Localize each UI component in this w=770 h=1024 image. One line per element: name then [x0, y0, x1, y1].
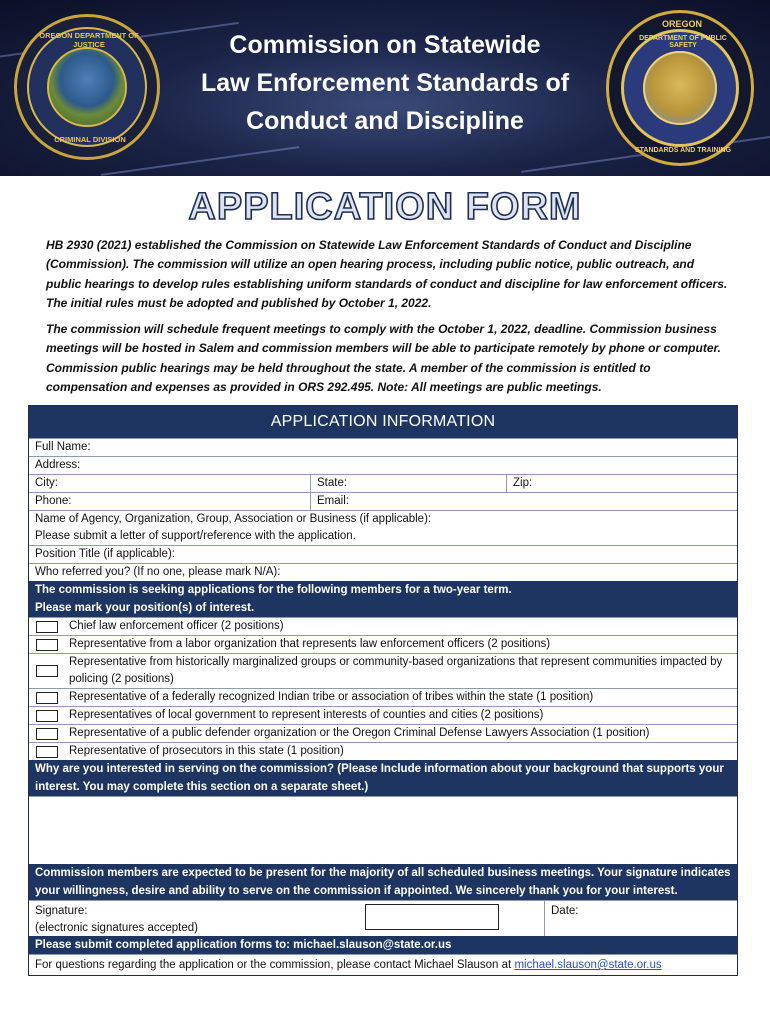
phone-email-row [29, 492, 737, 510]
dpsst-seal-logo [606, 10, 754, 166]
full-name-field[interactable]: Full Name: [29, 438, 737, 456]
position-checkbox[interactable] [36, 746, 58, 758]
position-checkbox[interactable] [36, 728, 58, 740]
position-option [29, 653, 737, 688]
seal-text: CRIMINAL DIVISION [54, 135, 126, 144]
city-state-zip-row [29, 474, 737, 492]
section-header: APPLICATION INFORMATION [29, 406, 737, 438]
decorative-streak [101, 146, 299, 176]
city-field[interactable]: City: [29, 475, 311, 492]
position-checkbox[interactable] [36, 665, 58, 677]
positions-header-line: Please mark your position(s) of interest. [35, 602, 255, 614]
doj-seal-logo [14, 14, 160, 160]
email-field[interactable]: Email: [317, 495, 349, 507]
zip-field[interactable]: Zip: [513, 477, 533, 489]
intro-paragraph: The commission will schedule frequent meetings to comply with the October 1, 2022, deadline. Commission business meetings will be hosted in Salem and commission members will be able to participate remotely by phone or computer. Commission public hearings may be held throughout the state. A member of the commission is entitled to compensation and expenses as provided in ORS 292.495. Note: All meetings are public meetings. [46, 322, 721, 395]
header-banner [0, 0, 770, 176]
banner-title [180, 26, 590, 140]
contact-email-link[interactable]: michael.slauson@state.or.us [514, 959, 662, 971]
position-checkbox[interactable] [36, 639, 58, 651]
date-field[interactable]: Date: [551, 905, 579, 917]
banner-title-line: Conduct and Discipline [246, 107, 524, 135]
position-option-label: Representative from historically marginalized groups or community-based organizations that represent communities impacted by policing (2 positions) [69, 656, 723, 685]
seal-text: DEPARTMENT OF PUBLIC SAFETY [639, 35, 727, 49]
position-option-label: Representatives of local government to represent interests of counties and cities (2 positions) [69, 709, 544, 721]
position-checkbox[interactable] [36, 710, 58, 722]
seal-text: OREGON [661, 19, 702, 29]
position-checkbox[interactable] [36, 621, 58, 633]
seal-text: OREGON DEPARTMENT OF JUSTICE [39, 31, 139, 49]
position-option-label: Representative of a federally recognized Indian tribe or association of tribes within the state (1 position) [69, 691, 594, 703]
positions-header-line: The commission is seeking applications for the following members for a two-year term. [35, 584, 512, 596]
agency-field[interactable] [29, 510, 737, 545]
signature-note: (electronic signatures accepted) [35, 922, 198, 934]
position-option [29, 706, 737, 724]
signature-label: Signature: [35, 905, 88, 917]
position-checkbox[interactable] [36, 692, 58, 704]
positions-header [29, 581, 737, 617]
signature-cell [29, 901, 545, 936]
position-title-field[interactable]: Position Title (if applicable): [29, 545, 737, 563]
interest-textarea[interactable] [29, 796, 737, 864]
contact-line [29, 954, 737, 975]
position-option [29, 635, 737, 653]
agency-label: Name of Agency, Organization, Group, Association or Business (if applicable): [35, 513, 432, 525]
position-option [29, 688, 737, 706]
phone-field[interactable]: Phone: [29, 493, 311, 510]
position-option-label: Chief law enforcement officer (2 positions) [69, 620, 284, 632]
application-form [28, 405, 738, 976]
intro-paragraph: HB 2930 (2021) established the Commission on Statewide Law Enforcement Standards of Conduct and Discipline (Commission). The commission will utilize an open hearing process, including public notice, public outreach, and public hearings to develop rules establishing uniform standards of conduct and discipline for law enforcement officers. The initial rules must be adopted and published by October 1, 2022. [46, 238, 728, 311]
position-option [29, 742, 737, 760]
signature-field[interactable] [365, 904, 499, 930]
seal-text: STANDARDS AND TRAINING [634, 147, 732, 154]
position-option-label: Representative of a public defender organization or the Oregon Criminal Defense Lawyers Association (1 position) [69, 727, 650, 739]
page-title: APPLICATION FORM [188, 186, 582, 228]
position-option [29, 617, 737, 635]
banner-title-line: Commission on Statewide [229, 31, 541, 59]
expectation-note: Commission members are expected to be present for the majority of all scheduled business meetings. Your signature indicates your willingness, desire and ability to serve on the commission if appointed. We sincerely thank you for your interest. [29, 864, 737, 900]
signature-row [29, 900, 737, 936]
interest-prompt: Why are you interested in serving on the commission? (Please Include information about your background that supports your interest. You may complete this section on a separate sheet.) [29, 760, 737, 796]
banner-title-line: Law Enforcement Standards of [200, 69, 570, 97]
address-field[interactable]: Address: [29, 456, 737, 474]
state-field[interactable]: State: [311, 475, 507, 492]
position-option-label: Representative from a labor organization that represents law enforcement officers (2 positions) [69, 638, 551, 650]
position-option-label: Representative of prosecutors in this state (1 position) [69, 745, 344, 757]
contact-text: For questions regarding the application or the commission, please contact Michael Slauson at [35, 959, 512, 971]
agency-note: Please submit a letter of support/reference with the application. [35, 530, 356, 542]
position-option [29, 724, 737, 742]
referred-by-field[interactable]: Who referred you? (If no one, please mark N/A): [29, 563, 737, 581]
submit-instructions: Please submit completed application forms to: michael.slauson@state.or.us [29, 936, 737, 954]
